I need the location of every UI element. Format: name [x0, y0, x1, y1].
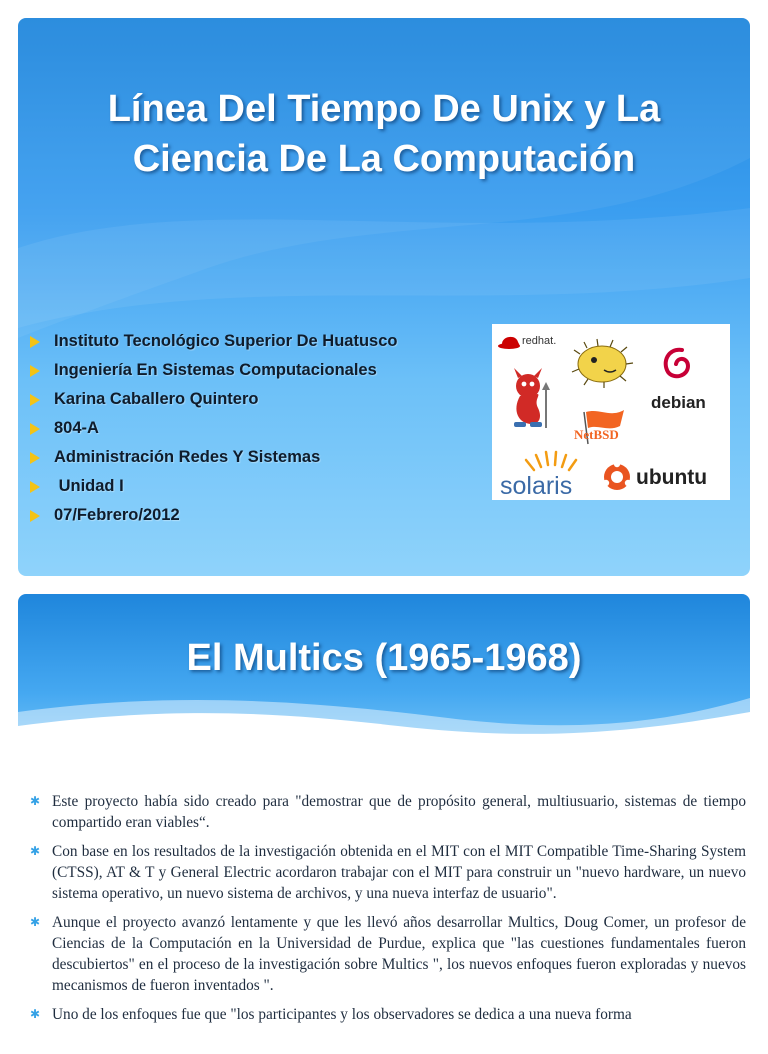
info-list: [30, 327, 397, 530]
title-slide: [18, 18, 750, 576]
slide-header: [18, 594, 750, 759]
redhat-logo: [498, 335, 556, 349]
svg-text:redhat.: redhat.: [522, 335, 557, 347]
star-bullet-icon: ✱: [30, 844, 41, 858]
ubuntu-logo: [603, 461, 707, 490]
multics-slide: [18, 594, 750, 1054]
info-item-group: 804-A: [30, 414, 397, 443]
slide-title: Línea Del Tiempo De Unix y La Ciencia De La Computación: [107, 88, 661, 180]
body-bullet-item: ✱ Uno de los enfoques fue que "los participantes y los observadores se dedica a una nueva forma: [30, 1006, 632, 1023]
svg-text:solaris: solaris: [500, 472, 573, 500]
star-bullet-icon: ✱: [30, 1007, 41, 1021]
netbsd-logo: [574, 410, 624, 444]
svg-text:NetBSD: NetBSD: [574, 427, 619, 442]
info-item-author: Karina Caballero Quintero: [30, 385, 397, 414]
arrow-bullet-icon: [30, 336, 40, 348]
info-item-subject: Administración Redes Y Sistemas: [30, 443, 397, 472]
solaris-logo: [500, 452, 576, 500]
body-bullet-item: ✱ Con base en los resultados de la investigación obtenida en el MIT con el MIT Compatible Time-Sharing System (CTSS), AT & T y General Electric acordaron trabajar con el MIT para construir un "nuevo hardware, un nuevo sistema operativo, un nuevo sistema de archivos, y una nueva interfaz de usuario".: [30, 843, 746, 902]
info-item-unit: Unidad I: [30, 472, 397, 501]
arrow-bullet-icon: [30, 510, 40, 522]
debian-logo: [651, 350, 706, 412]
info-item-date: 07/Febrero/2012: [30, 501, 397, 530]
os-logos-image: [492, 324, 730, 500]
arrow-bullet-icon: [30, 481, 40, 493]
arrow-bullet-icon: [30, 365, 40, 377]
arrow-bullet-icon: [30, 394, 40, 406]
openbsd-puffy-logo: [572, 339, 633, 388]
slide-title: El Multics (1965-1968): [186, 637, 582, 679]
body-bullet-item: ✱ Aunque el proyecto avanzó lentamente y que les llevó años desarrollar Multics, Doug Comer, un profesor de Ciencias de la Computación en la Universidad de Purdue, explica que "las cuestiones fundamentales fueron descubiertos" en el proceso de la investigación sobre Multics ", los nuevos enfoques fueron exploradas y nuevos mecanismos de fueron inventados ".: [30, 914, 746, 994]
svg-text:ubuntu: ubuntu: [636, 466, 708, 489]
star-bullet-icon: ✱: [30, 794, 41, 808]
arrow-bullet-icon: [30, 423, 40, 435]
arrow-bullet-icon: [30, 452, 40, 464]
body-bullet-item: ✱ Este proyecto había sido creado para "demostrar que de propósito general, multiusuario, sistemas de tiempo compartido eran viables“.: [30, 793, 746, 831]
info-item-institute: Instituto Tecnológico Superior De Huatusco: [30, 327, 397, 356]
svg-text:debian: debian: [651, 393, 706, 412]
star-bullet-icon: ✱: [30, 915, 41, 929]
info-item-career: Ingeniería En Sistemas Computacionales: [30, 356, 397, 385]
body-bullets: [26, 791, 746, 1033]
freebsd-daemon-logo: [514, 368, 550, 428]
